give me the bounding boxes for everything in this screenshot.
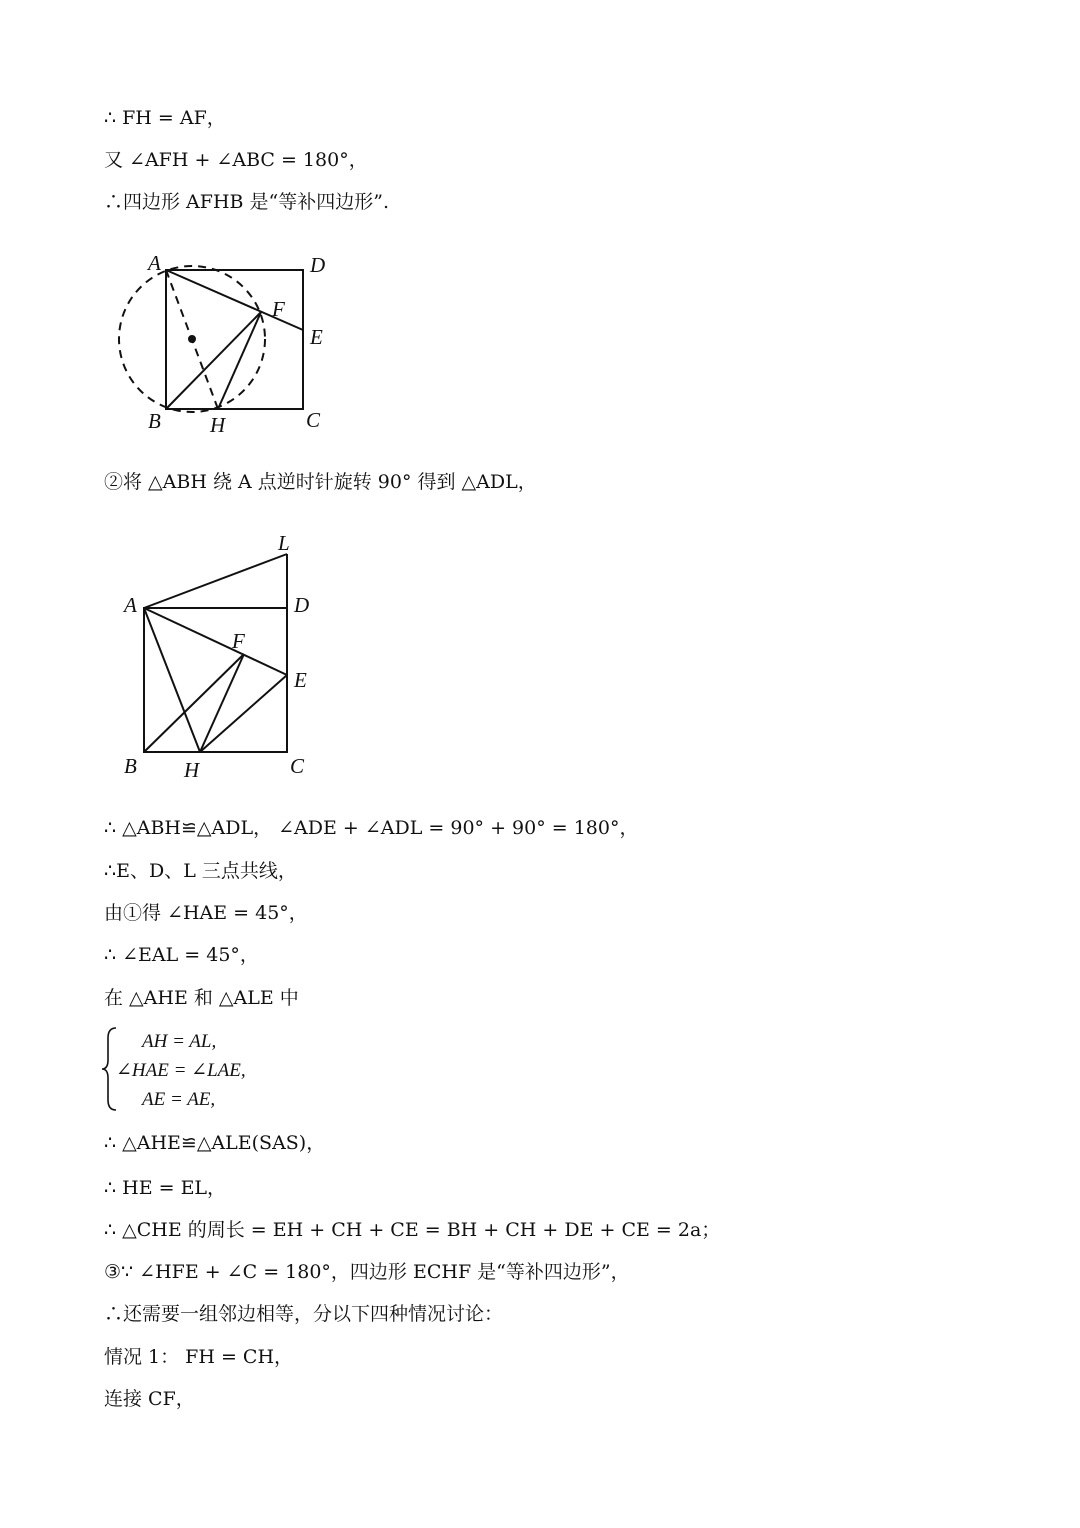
text-line: 情况 1： FH = CH，	[104, 1346, 294, 1368]
text-line: ③∵ ∠HFE + ∠C = 180°，四边形 ECHF 是“等补四边形”，	[104, 1261, 630, 1283]
text-line: ∴ △AHE≌△ALE(SAS)，	[104, 1132, 326, 1154]
text-line: ②将 △ABH 绕 A 点逆时针旋转 90° 得到 △ADL，	[104, 471, 537, 493]
system-eq-2: ∠HAE = ∠LAE,	[116, 1060, 246, 1081]
label-B: B	[148, 409, 161, 433]
system-eq-1: AH = AL,	[142, 1031, 217, 1052]
label-B: B	[124, 754, 137, 778]
label-C: C	[306, 408, 321, 432]
label-C: C	[290, 754, 305, 778]
label-F: F	[272, 297, 285, 321]
text-line: 又 ∠AFH + ∠ABC = 180°，	[104, 149, 368, 171]
label-D: D	[294, 593, 310, 617]
text-line: ∴ △ABH≌△ADL， ∠ADE + ∠ADL = 90° + 90° = 180°，	[104, 817, 639, 839]
text-line: 连接 CF，	[104, 1388, 195, 1410]
label-L: L	[278, 531, 290, 555]
text-line: ∴ ∠EAL = 45°，	[104, 944, 259, 966]
label-E: E	[294, 668, 307, 692]
system-eq-3: AE = AE,	[142, 1089, 216, 1110]
text-line: ∴ FH = AF，	[104, 107, 226, 129]
label-A: A	[148, 251, 161, 275]
text-line: ∴还需要一组邻边相等，分以下四种情况讨论：	[104, 1303, 504, 1325]
label-H: H	[210, 413, 226, 437]
text-line: 由①得 ∠HAE = 45°，	[104, 902, 308, 924]
label-E: E	[310, 325, 323, 349]
text-line: ∴ △CHE 的周长 = EH + CH + CE = BH + CH + DE + CE = 2a；	[104, 1219, 721, 1241]
text-line: ∴ HE = EL，	[104, 1177, 227, 1199]
text-line: ∴E、D、L 三点共线，	[104, 860, 297, 882]
label-F: F	[232, 629, 245, 653]
label-H: H	[184, 758, 200, 782]
label-D: D	[310, 253, 326, 277]
figure-square-circle	[110, 252, 350, 452]
text-line: 在 △AHE 和 △ALE 中	[104, 987, 299, 1009]
label-A: A	[124, 593, 137, 617]
figure-rotation	[118, 530, 358, 790]
text-line: ∴四边形 AFHB 是“等补四边形”.	[104, 191, 389, 213]
